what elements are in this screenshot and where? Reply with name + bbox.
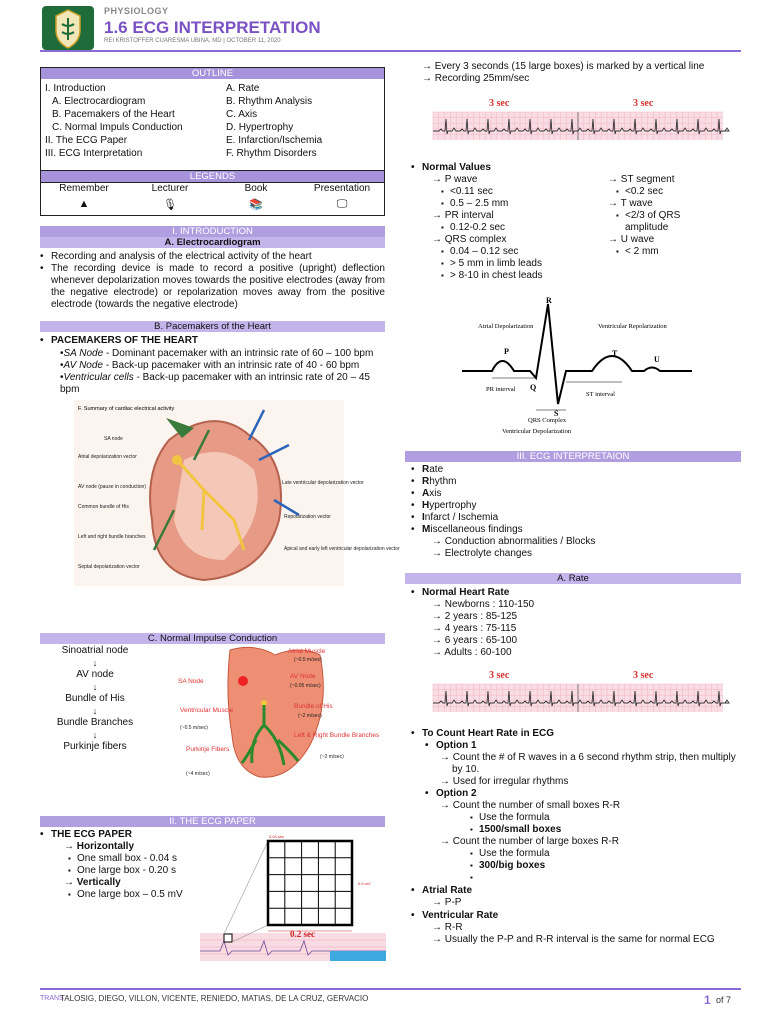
strip-label: 3 sec [633, 98, 654, 109]
fig-label: Repolarization vector [284, 514, 331, 520]
outline-item: I. Introduction [45, 83, 106, 94]
down-arrow-icon: ↓ [92, 730, 98, 740]
interp-item [422, 488, 441, 500]
pr-interval-value: ▪ 0.12-0.2 sec [450, 222, 505, 234]
outline-item: F. Rhythm Disorders [226, 148, 317, 159]
formula-label: ▪ Use the formula [479, 812, 550, 824]
option-2-text: → Count the number of small boxes R-R [440, 800, 620, 812]
pathway-step: Sinoatrial node [61, 645, 129, 656]
u-wave-value: ▪ < 2 mm [625, 246, 659, 258]
interp-item [422, 464, 443, 476]
interp-initial: R [422, 476, 430, 487]
fig-label: AV node (pause in conduction) [78, 484, 147, 490]
fig-label: (~0.5 m/sec) [180, 725, 208, 731]
figure-title: F. Summary of cardiac electrical activity [78, 406, 175, 412]
heart-rate-item: → Adults : 60-100 [432, 647, 512, 659]
intro-bullet-1: • Recording and analysis of the electrical activity of the heart [51, 251, 385, 263]
interp-item [422, 476, 456, 488]
heart-rate-item: → 4 years : 75-115 [432, 623, 516, 635]
interp-rest: nfarct / Ischemia [424, 512, 499, 523]
intro-bullet-2: • The recording device is made to record a positive (upright) deflection whenever depolarization moves towards the positive electrodes (away from the negative electrode) or repolarization moves away from the positive electrode (towards the negative electrode) [51, 263, 385, 311]
wave-label: Ventricular Repolarization [598, 323, 667, 330]
wave-label: R [546, 296, 552, 305]
byline: REI KRISTOFFER CUARESMA UBINA, MD | OCTOBER 11, 2020 [104, 38, 281, 44]
pacemaker-name: AV Node [63, 360, 103, 371]
interp-initial: I [422, 512, 425, 523]
microphone-icon: 🎙 [163, 199, 177, 211]
formula-big-boxes: ▪ 300/big boxes [479, 860, 545, 872]
fig-label: Ventricular Muscle [180, 707, 234, 714]
fig-label: (~2 m/sec) [320, 754, 344, 760]
st-segment-label: → ST segment [608, 174, 675, 186]
pathway-step: AV node [76, 669, 114, 680]
ventricular-rate-interval: → R-R [432, 922, 463, 934]
pacemaker-desc: - Dominant pacemaker with an intrinsic rate of 60 – 100 bpm [103, 348, 374, 359]
outline-heading: OUTLINE [41, 68, 384, 79]
legend-lecturer [127, 183, 213, 211]
option-2-text-large: → Count the number of large boxes R-R [440, 836, 619, 848]
option-1-text: → Count the # of R waves in a 6 second rhythm strip, then multiply by 10. [440, 752, 740, 776]
wave-label: ST interval [586, 391, 615, 398]
pacemaker-desc: - Back-up pacemaker with an intrinsic rate of 40 - 60 bpm [103, 360, 360, 371]
fig-label: (~0.05 m/sec) [290, 683, 321, 689]
qrs-duration: ▪ 0.04 – 0.12 sec [450, 246, 518, 258]
option-1-label: • Option 1 [436, 740, 477, 752]
pathway-step: Bundle Branches [56, 717, 134, 728]
normal-heart-rate-title: • Normal Heart Rate [422, 587, 509, 599]
down-arrow-icon: ↓ [92, 706, 98, 716]
interp-initial: R [422, 464, 430, 475]
strip-label: 3 sec [489, 670, 510, 681]
option-1-note: → Used for irregular rhythms [440, 776, 568, 788]
fig-label: Apical and early left ventricular depolarization vector [284, 546, 400, 552]
ecg-paper-figure [200, 833, 386, 963]
rhythm-strip-rate [433, 667, 723, 713]
legend-presentation [299, 183, 385, 211]
outline-item: B. Pacemakers of the Heart [52, 109, 175, 120]
outline-item: B. Rhythm Analysis [226, 96, 313, 107]
pacemaker-name: SA Node [63, 348, 104, 359]
wave-label: U [654, 355, 660, 364]
horizontally-label: → Horizontally [64, 841, 134, 853]
fig-label: (~4 m/sec) [186, 771, 210, 777]
qrs-chest: ▪ > 8-10 in chest leads [450, 270, 543, 282]
cardiac-electrical-activity-figure [74, 400, 400, 586]
pr-interval-label: → PR interval [432, 210, 494, 222]
fig-label: SA node [104, 436, 123, 442]
pathway-step: Purkinje fibers [63, 741, 127, 752]
section-heading-introduction: I. INTRODUCTION [40, 226, 385, 237]
interp-sub: → Electrolyte changes [432, 548, 532, 560]
formula-small-boxes: ▪ 1500/small boxes [479, 824, 561, 836]
interp-initial: A [422, 488, 430, 499]
wave-label: T [612, 349, 618, 358]
fig-label: Bundle of His [294, 703, 333, 710]
fig-label: Late ventricular depolarization vector [282, 480, 364, 486]
warning-triangle-icon: ▲ [78, 198, 90, 210]
large-box-time: ▪ One large box - 0.20 s [77, 865, 176, 877]
qrs-limb: ▪ > 5 mm in limb leads [450, 258, 542, 270]
wave-label: Atrial Depolarization [478, 323, 534, 330]
atrial-rate-title: • Atrial Rate [422, 885, 472, 897]
fig-label: SA Node [178, 678, 204, 685]
pacemaker-ventricular: •Ventricular cells - Back-up pacemaker with an intrinsic rate of 20 – 45 bpm [60, 372, 370, 395]
interp-rest: ypertrophy [429, 500, 477, 511]
vertically-label: → Vertically [64, 877, 121, 889]
fig-label: Left & Right Bundle Branches [294, 732, 380, 739]
outline-item: A. Electrocardiogram [52, 96, 146, 107]
outline-item: D. Hypertrophy [226, 122, 294, 133]
ventricular-rate-title: • Ventricular Rate [422, 910, 498, 922]
subheading-conduction: C. Normal Impulse Conduction [40, 633, 385, 644]
legends-box [40, 183, 385, 216]
interp-rest: hythm [429, 476, 457, 487]
wave-label: PR interval [486, 386, 516, 393]
t-wave-label: → T wave [608, 198, 653, 210]
interp-item [422, 512, 498, 524]
interp-sub: → Conduction abnormalities / Blocks [432, 536, 595, 548]
interp-initial: H [422, 500, 430, 511]
footer-transcribers: TALOSIG, DIEGO, VILLON, VICENTE, RENIEDO, MATIAS, DE LA CRUZ, GERVACIO [60, 994, 369, 1003]
wave-label: P [504, 347, 509, 356]
outline-item: E. Infarction/Ischemia [226, 135, 323, 146]
outline-left-column [45, 82, 183, 160]
pathway-step: Bundle of His [65, 693, 125, 704]
section-heading-interpretation: III. ECG INTERPRETAION [405, 451, 741, 462]
strip-label: 3 sec [489, 98, 510, 109]
fig-label: Atrial Muscle [288, 648, 326, 655]
fig-label: 0.04 sec [269, 834, 285, 839]
section-heading-ecg-paper: II. THE ECG PAPER [40, 816, 385, 827]
large-box-voltage: ▪ One large box – 0.5 mV [77, 889, 183, 901]
fig-label: (~0.5 m/sec) [294, 657, 322, 663]
p-wave-duration: ▪ <0.11 sec [450, 186, 493, 198]
pacemaker-sa: •SA Node - Dominant pacemaker with an intrinsic rate of 60 – 100 bpm [60, 348, 374, 359]
outline-item: C. Normal Impuls Conduction [52, 122, 183, 133]
fig-label: 0.2 sec [290, 929, 315, 939]
heart-rate-item: → 2 years : 85-125 [432, 611, 517, 623]
footer-divider [40, 988, 741, 990]
page-title: 1.6 ECG INTERPRETATION [104, 18, 321, 37]
down-arrow-icon: ↓ [92, 658, 98, 668]
book-stack-icon: 📚 [249, 199, 263, 211]
interp-rest: xis [429, 488, 442, 499]
legend-label: Remember [59, 183, 109, 194]
legend-book [213, 183, 299, 211]
monitor-icon: 🖵 [336, 198, 348, 210]
ecg-paper-title: • THE ECG PAPER [51, 829, 132, 841]
footer-trans-label: TRANS [40, 995, 64, 1002]
fig-label: AV Node [290, 673, 316, 680]
legend-label: Book [244, 183, 268, 194]
interp-item [422, 524, 523, 536]
wave-label: Q [530, 383, 537, 392]
t-wave-value: ▪ <2/3 of QRS amplitude [625, 210, 705, 234]
p-wave-label: → P wave [432, 174, 477, 186]
page-total: of 7 [716, 995, 732, 1005]
legend-remember [41, 183, 127, 210]
legend-label: Presentation [313, 183, 371, 194]
heart-rate-item: → Newborns : 110-150 [432, 599, 534, 611]
interp-item [422, 500, 476, 512]
header-divider [40, 50, 741, 52]
fig-label: Septal depolarization vector [78, 564, 140, 570]
fig-label: Atrial depolarization vector [78, 454, 137, 460]
page-number: 1 [704, 993, 711, 1007]
rhythm-strip-top [433, 95, 723, 141]
pacemakers-title: • PACEMAKERS OF THE HEART [51, 335, 198, 347]
pacemaker-desc: - Back-up pacemaker with an intrinsic rate of 20 – 45 bpm [60, 372, 370, 395]
st-segment-value: ▪ <0.2 sec [625, 186, 663, 198]
wave-label: QRS Complex [528, 417, 567, 424]
p-wave-amplitude: ▪ 0.5 – 2.5 mm [450, 198, 508, 210]
fig-label: Left and right bundle branches [78, 534, 146, 540]
u-wave-label: → U wave [608, 234, 654, 246]
subheading-electrocardiogram: A. Electrocardiogram [40, 237, 385, 248]
option-2-label: • Option 2 [436, 788, 477, 800]
outline-box [40, 67, 385, 171]
rate-note: → Usually the P-P and R-R interval is the same for normal ECG [432, 934, 715, 946]
wave-label: S [554, 409, 559, 418]
down-arrow-icon: ↓ [92, 682, 98, 692]
interp-initial: M [422, 524, 431, 535]
outline-item: III. ECG Interpretation [45, 148, 143, 159]
ecg-waveform-diagram [462, 296, 692, 436]
fig-label: 0.5 mV [358, 881, 371, 886]
atrial-rate-interval: → P-P [432, 897, 461, 909]
small-box-time: ▪ One small box - 0.04 s [77, 853, 177, 865]
legends-heading: LEGENDS [40, 171, 385, 183]
subject-label: PHYSIOLOGY [104, 6, 169, 16]
fig-label: Common bundle of His [78, 504, 129, 510]
strip-label: 3 sec [633, 670, 654, 681]
conduction-system-figure [180, 645, 380, 785]
wave-label: Ventricular Depolarization [502, 428, 572, 435]
conduction-pathway [40, 645, 150, 753]
interp-rest: iscellaneous findings [430, 524, 523, 535]
legend-label: Lecturer [151, 183, 189, 194]
pacemaker-av: •AV Node - Back-up pacemaker with an intrinsic rate of 40 - 60 bpm [60, 360, 360, 371]
note-recording-speed: → Recording 25mm/sec [422, 73, 529, 85]
outline-item: C. Axis [226, 109, 258, 120]
pacemaker-name: Ventricular cells [63, 372, 134, 383]
school-crest-logo [40, 4, 96, 52]
note-3sec-marker: → Every 3 seconds (15 large boxes) is marked by a vertical line [422, 61, 704, 73]
outline-item: II. The ECG Paper [45, 135, 128, 146]
subheading-rate: A. Rate [405, 573, 741, 584]
count-heart-rate-title: • To Count Heart Rate in ECG [422, 728, 554, 740]
formula-label: ▪ Use the formula [479, 848, 550, 860]
outline-item: A. Rate [226, 83, 260, 94]
fig-label: Purkinje Fibers [186, 746, 230, 753]
interp-rest: ate [429, 464, 444, 475]
normal-values-title: • Normal Values [422, 162, 491, 174]
heart-rate-item: → 6 years : 65-100 [432, 635, 517, 647]
subheading-pacemakers: B. Pacemakers of the Heart [40, 321, 385, 332]
fig-label: (~2 m/sec) [298, 713, 322, 719]
outline-right-column [226, 82, 322, 160]
qrs-label: → QRS complex [432, 234, 506, 246]
